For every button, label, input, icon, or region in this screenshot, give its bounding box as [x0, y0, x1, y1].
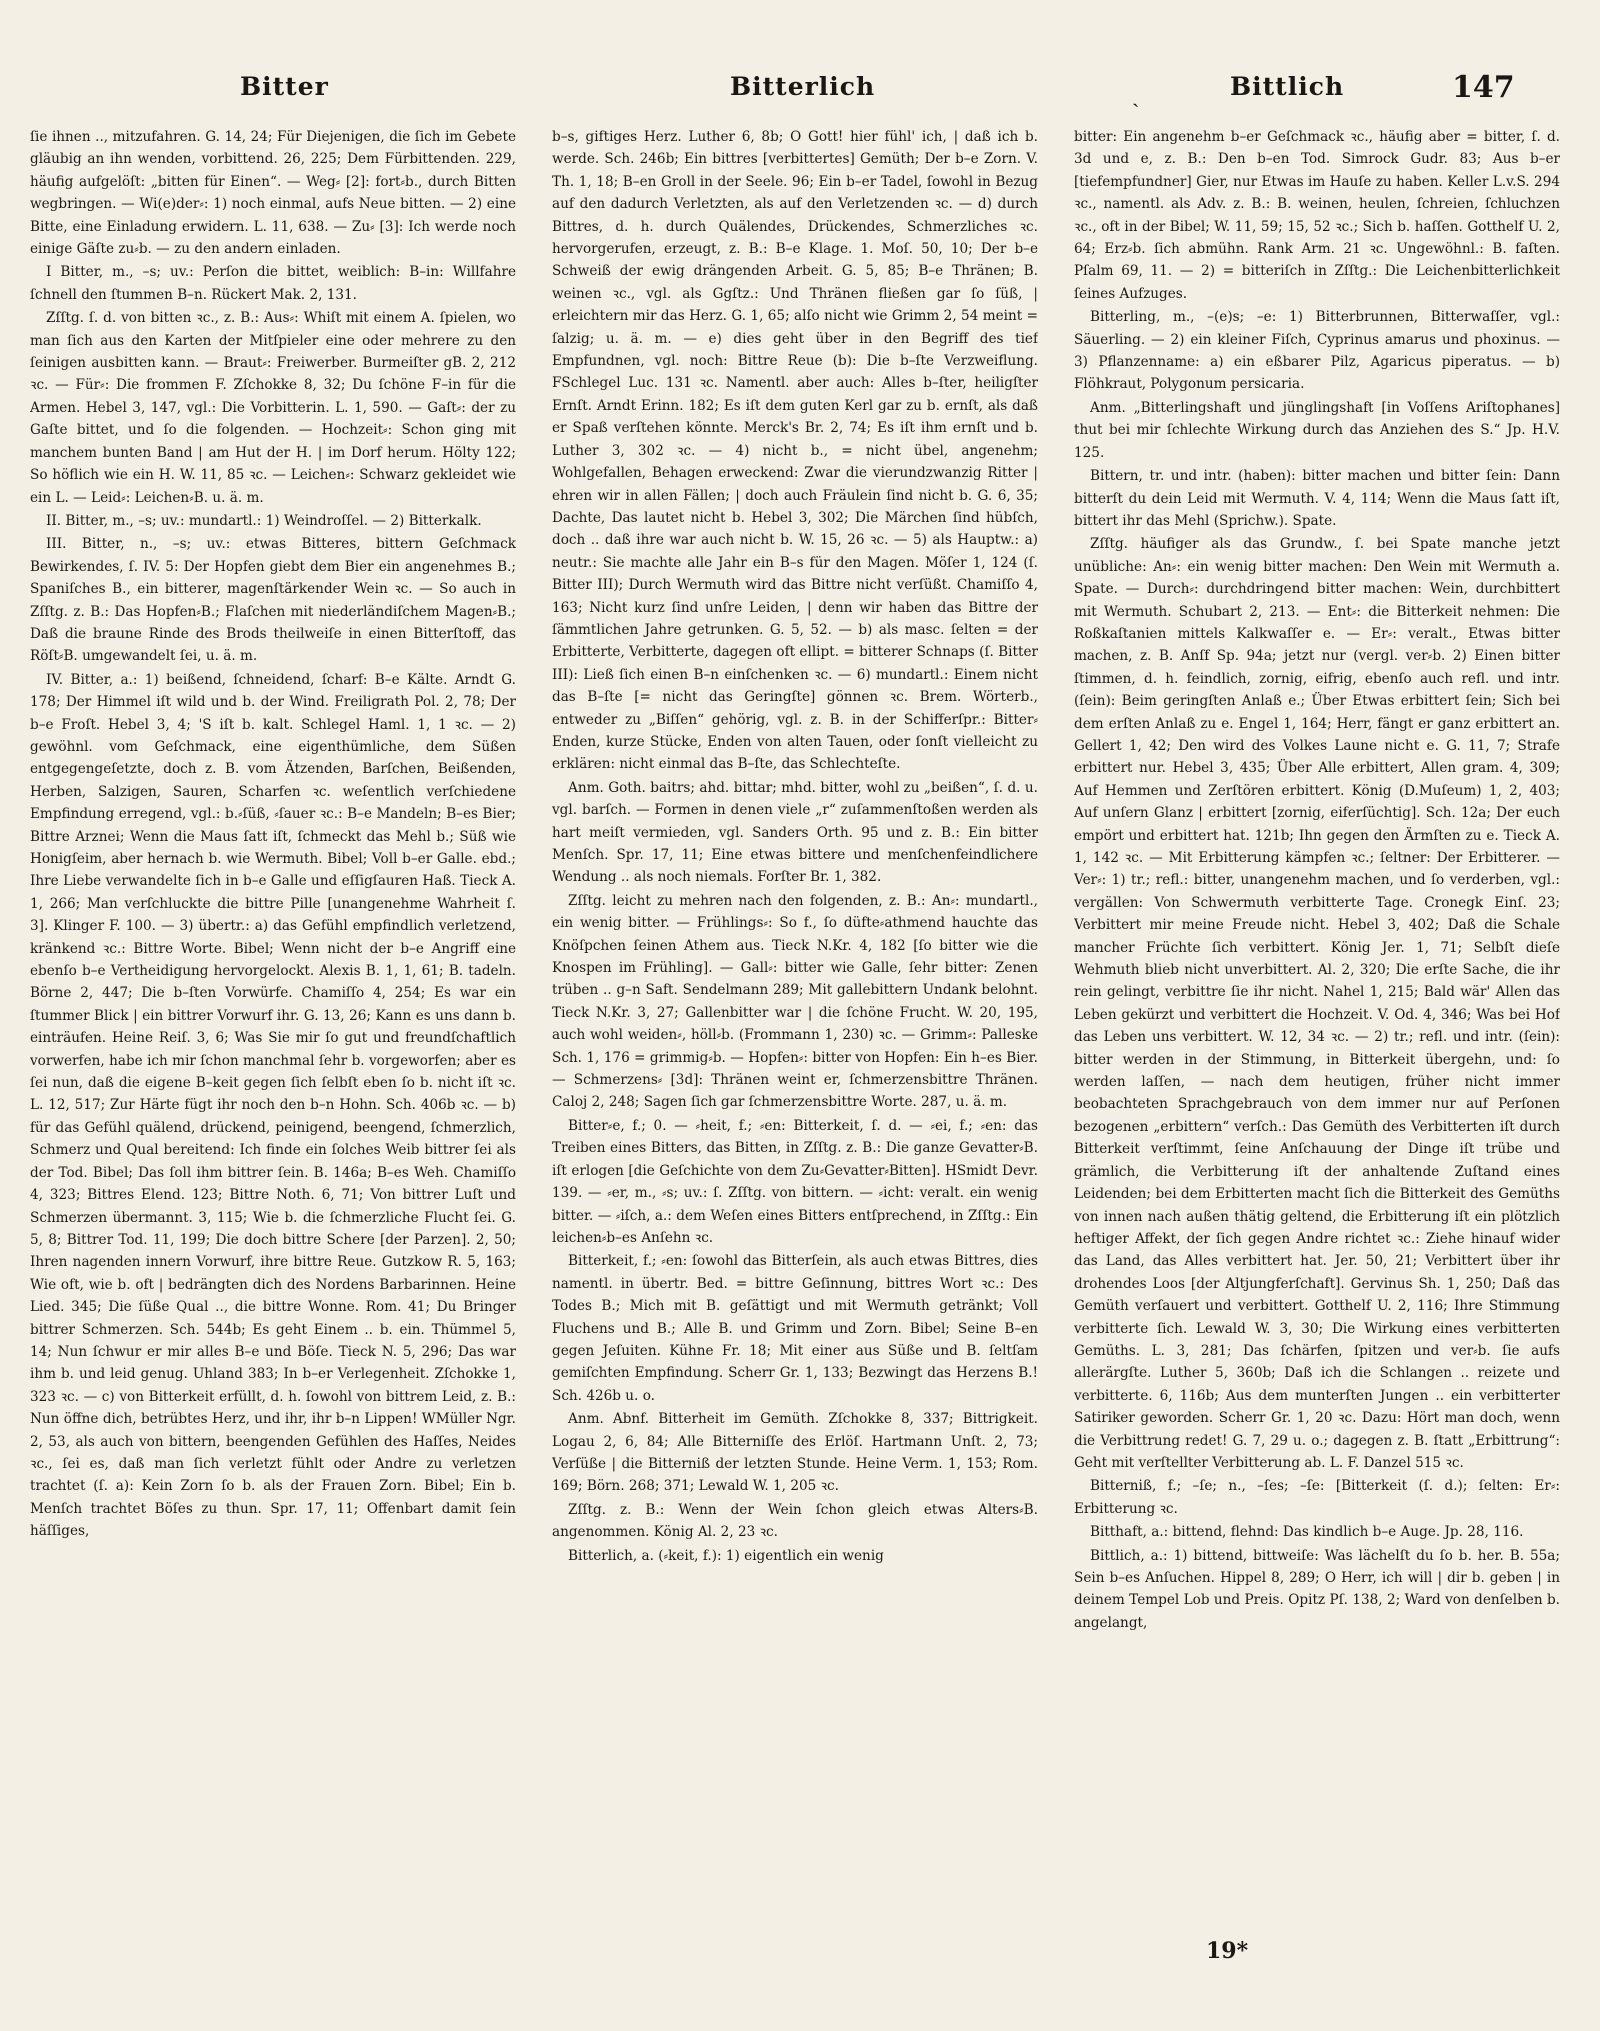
- center-running-head: Bitterlich: [730, 72, 876, 101]
- entry-paragraph: II. Bitter, m., –s; uv.: mundartl.: 1) Weindroſſel. — 2) Bitterkalk.: [46, 512, 482, 529]
- entry-paragraph: I Bitter, m., –s; uv.: Perſon die bittet, weiblich: B–in: Willfahre ſchnell den ſtummen B–n. Rückert Mak. 2, 131.: [30, 264, 516, 303]
- entry-paragraph: Bitter⸗e, f.; 0. — ⸗heit, f.; ⸗en: Bitterkeit, ſ. d. — ⸗ei, f.; ⸗en: das Treiben eines Bitters, das Bitten, in Zſſtg. z. B.: Die ganze Gevatter⸗B. iſt erlogen [die Geſchichte von dem Zu⸗Gevatter⸗Bitten]. HSmidt Devr. 139. — ⸗er, m., ⸗s; uv.: ſ. Zſſtg. von bittern. — ⸗icht: veralt. ein wenig bitter. — ⸗iſch, a.: dem Weſen eines Bitters entſprechend, in Zſſtg.: Ein leichen⸗b–es Anſehn ꝛc.: [552, 1117, 1038, 1246]
- entry-paragraph: Anm. Abnf. Bitterheit im Gemüth. Zſchokke 8, 337; Bittrigkeit. Logau 2, 6, 84; Alle Bitterniſſe des Erlöſ. Hartmann Unſt. 2, 73; Verſüße | die Bitterniß der letzten Stunde. Heine Verm. 1, 153; Rom. 169; Börn. 268; 371; Lewald W. 1, 205 ꝛc.: [552, 1411, 1038, 1495]
- column-3: [1074, 126, 1560, 1966]
- entry-paragraph: Zſſtg. z. B.: Wenn der Wein ſchon gleich etwas Alters⸗B. angenommen. König Al. 2, 23 ꝛc.: [552, 1501, 1038, 1541]
- entry-paragraph: III. Bitter, n., –s; uv.: etwas Bitteres, bittern Geſchmack Bewirkendes, ſ. IV. 5: Der Hopfen giebt dem Bier ein angenehmes B.; Spaniſches B., ein bitterer, magenſtärkender Wein ꝛc. — So auch in Zſſtg. z. B.: Das Hopfen⸗B.; Flaſchen mit niederländiſchem Magen⸗B.; Daß die braune Rinde des Brods theilweiſe in einen Bitterſtoff, das Röſt⸗B. umgewandelt ſei, u. ä. m.: [30, 536, 516, 665]
- entry-paragraph: b–s, giftiges Herz. Luther 6, 8b; O Gott! hier fühl' ich, | daß ich b. werde. Sch. 246b; Ein bittres [verbittertes] Gemüth; Der b–e Zorn. V. Th. 1, 18; B–en Groll in der Seele. 96; Ein b–er Tadel, ſowohl in Bezug auf den dadurch Verletzten, als auf den Verletzenden ꝛc. — d) durch Bittres, d. h. durch Quälendes, Drückendes, Schmerzliches ꝛc. hervorgerufen, erzeugt, z. B.: B–e Klage. 1. Moſ. 50, 10; Der b–e Schweiß der ewig drängenden Arbeit. G. 5, 85; B–e Thränen; B. weinen ꝛc., vgl. als Ggſtz.: Und Thränen fließen gar ſo ſüß, | erleichtern mir das Herz. G. 1, 65; alſo nicht wie Grimm 2, 54 meint = ſalzig; u. ä. m. — e) dies geht über in den Begriff des tief Empfundnen, vgl. noch: Bittre Reue (b): Die b–ſte Verzweiflung. FSchlegel Luc. 131 ꝛc. Namentl. aber auch: Alles b–ſter, heiligſter Ernſt. Arndt Erinn. 182; Es iſt dem guten Kerl gar zu b. ernſt, als daß er Spaß verſtehen könnte. Merck's Br. 2, 74; Es iſt ihm ernſt und b. Luther 3, 302 ꝛc. — 4) nicht b., = nicht übel, angenehm; Wohlgefallen, Behagen erweckend: Zwar die vierundzwanzig Ritter | ehren wir in allen Fällen; | doch auch Fräulein ſind nicht b. G. 6, 35; Dachte, Das lautet nicht b. Hebel 3, 302; Die Märchen ſind hübſch, doch .. daß ihre war auch nicht b. W. 15, 26 ꝛc. — 5) als Hauptw.: a) neutr.: Sie machte alle Jahr ein B–s für den Magen. Möſer 1, 124 (ſ. Bitter III); Durch Wermuth wird das Bittre nicht verſüßt. Chamiſſo 4, 163; Nicht kurz ſind unſre Leiden, | denn wir haben das Bittre der ſämmtlichen Jahre getrunken. G. 5, 52. — b) als masc. ſelten = der Erbitterte, Verbitterte, dagegen oft ellipt. = bitterer Schnaps (ſ. Bitter III): Ließ ſich einen B–n einſchenken ꝛc. — 6) mundartl.: Einem nicht das B–ſte [= nicht das Geringſte] gönnen ꝛc. Brem. Wörterb., entweder zu „Biſſen“ gehörig, vgl. z. B. in der Schifferſpr.: Bitter⸗Enden, kurze Stücke, Enden von alten Tauen, oder ſonſt vielleicht zu erklären: nicht einmal das B–ſte, das Schlechteſte.: [552, 129, 1038, 773]
- right-running-head: Bittlich: [1230, 72, 1345, 101]
- column-2: [552, 126, 1038, 1966]
- entry-paragraph: Anm. „Bitterlingshaft und jünglingshaft [in Voſſens Ariſtophanes] thut bei mir ſchlechte Wirkung durch das Anziehen des S.“ Jp. H.V. 125.: [1074, 399, 1560, 461]
- entry-paragraph: IV. Bitter, a.: 1) beißend, ſchneidend, ſcharf: B–e Kälte. Arndt G. 178; Der Himmel iſt wild und b. der Wind. Freiligrath Pol. 2, 78; Der b–e Froſt. Hebel 3, 4; 'S iſt b. kalt. Schlegel Haml. 1, 1 ꝛc. — 2) gewöhnl. vom Geſchmack, eine eigenthümliche, dem Süßen entgegengeſetzte, doch z. B. vom Ätzenden, Barſchen, Beißenden, Herben, Salzigen, Sauren, Scharfen ꝛc. weſentlich verſchiedene Empfindung erregend, vgl.: b.⸗ſüß, ⸗ſauer ꝛc.: B–e Mandeln; B–es Bier; Bittre Arznei; Wenn die Maus ſatt iſt, ſchmeckt das Mehl b.; Süß wie Honigſeim, aber hernach b. wie Wermuth. Bibel; Voll b–er Galle. ebd.; Ihre Liebe verwandelte ſich in b–e Galle und eſſigſauren Haß. Tieck A. 1, 266; Man verſchluckte die bittre Pille [unangenehme Wahrheit ſ. 3]. Klinger F. 100. — 3) übertr.: a) das Gefühl empfindlich verletzend, kränkend ꝛc.: Bittre Worte. Bibel; Wenn nicht der b–e Angriff eine ebenſo b–e Vertheidigung hervorgelockt. Alexis B. 1, 1, 61; B. tadeln. Börne 2, 447; Die b–ſten Vorwürfe. Chamiſſo 4, 254; Es war ein ſtummer Blick | ein bittrer Vorwurf ihr. G. 13, 26; Kann es uns dann b. einträufen. Heine Reiſ. 3, 6; Was Sie mir ſo gut und freundſchaftlich vorwerfen, habe ich mir ſchon manchmal ſehr b. vorgeworfen; aber es ſei nun, daß die eigene B–keit gegen ſich ſelbſt eben ſo b. nicht iſt ꝛc. L. 12, 517; Zur Härte fügt ihr noch den b–n Hohn. Sch. 406b ꝛc. — b) für das Gefühl quälend, drückend, peinigend, beengend, ſchmerzlich, Schmerz und Qual bereitend: Ich finde ein ſolches Weib bittrer ſei als der Tod. Bibel; Das ſoll ihm bittrer ſein. B. 146a; B–es Weh. Chamiſſo 4, 323; Bittres Elend. 123; Bittre Noth. 6, 71; Von bittrer Luſt und Schmerzen übermannt. 3, 115; Wie b. die ſchmerzliche Flucht ſei. G. 5, 8; Bittrer Tod. 11, 199; Die doch bittre Schere [der Parzen]. 2, 50; Ihren nagenden innern Vorwurf, ihre bittre Reue. Gutzkow R. 5, 163; Wie oft, wie b. oft | bedrängten dich des Nordens Barbarinnen. Heine Lied. 345; Die ſüße Qual .., die bittre Wonne. Rom. 41; Du Bringer bittrer Schmerzen. Sch. 544b; Es geht Einem .. b. ein. Thümmel 5, 14; Nun ſchwur er mir alles B–e und Böſe. Tieck N. 5, 296; Das war ihm b. und leid genug. Uhland 383; In b–er Verlegenheit. Zſchokke 1, 323 ꝛc. — c) von Bitterkeit erfüllt, d. h. ſowohl von bittrem Leid, z. B.: Nun öffne dich, betrübtes Herz, und ihr, ihr b–n Lippen! WMüller Ngr. 2, 53, als auch von bittern, beengenden Gefühlen des Haſſes, Neides ꝛc., ſei es, daß man ſich verletzt fühlt oder Andre zu verletzen trachtet (ſ. a): Kein Zorn ſo b. als der Frauen Zorn. Bibel; Ein b. Menſch trachtet Böſes zu thun. Spr. 17, 11; Offenbart damit ſein häſſiges,: [30, 671, 516, 1540]
- header-mark: ˏ: [1132, 83, 1140, 108]
- column-1: [30, 126, 516, 1966]
- entry-paragraph: ſie ihnen .., mitzufahren. G. 14, 24; Für Diejenigen, die ſich im Gebete gläubig an ihn wenden, vorbittend. 26, 225; Dem Fürbittenden. 229, häufig aufgelöſt: „bitten für Einen“. — Weg⸗ [2]: fort⸗b., durch Bitten wegbringen. — Wi(e)der⸗: 1) noch einmal, aufs Neue bitten. — 2) eine Bitte, eine Einladung erwidern. L. 11, 638. — Zu⸗ [3]: Ich werde noch einige Gäſte zu⸗b. — zu den andern einladen.: [30, 129, 516, 258]
- page-number: 147: [1452, 70, 1515, 105]
- entry-paragraph: Bitterkeit, f.; ⸗en: ſowohl das Bitterſein, als auch etwas Bittres, dies namentl. in übertr. Bed. = bittre Geſinnung, bittres Wort ꝛc.: Des Todes B.; Mich mit B. geſättigt und mit Wermuth getränkt; Voll Fluchens und B.; Alle B. und Grimm und Zorn. Bibel; Seine B–en gegen Jeſuiten. Kühne Fr. 18; Mit einer aus Süße und B. ſeltſam gemiſchten Empfindung. Scherr Gr. 1, 133; Bezwingt das Herzens B.! Sch. 426b u. o.: [552, 1253, 1038, 1404]
- dictionary-columns: [30, 126, 1560, 1966]
- left-running-head: Bitter: [240, 72, 329, 101]
- entry-paragraph: Bitterlich, a. (⸗keit, f.): 1) eigentlich ein wenig: [568, 1547, 884, 1564]
- signature-mark: 19*: [1206, 1938, 1249, 1964]
- entry-paragraph: Zſſtg. leicht zu mehren nach den folgenden, z. B.: An⸗: mundartl., ein wenig bitter. — Frühlings⸗: So f., ſo düfte⸗athmend hauchte das Knöſpchen ſeinen Athem aus. Tieck N.Kr. 4, 182 [ſo bitter wie die Knospen im Frühling]. — Gall⸗: bitter wie Galle, ſehr bitter: Zenen trüben .. g–n Saft. Sendelmann 289; Mit gallebittern Undank belohnt. Tieck N.Kr. 3, 27; Gallenbitter war | die ſchöne Frucht. W. 20, 195, auch wohl weiden⸗, höll⸗b. (Frommann 1, 230) ꝛc. — Grimm⸗: Palleske Sch. 1, 176 = grimmig⸗b. — Hopfen⸗: bitter von Hopfen: Ein h–es Bier. — Schmerzens⸗ [3d]: Thränen weint er, ſchmerzensbittre Thränen. Caloj 2, 248; Sagen ſich gar ſchmerzensbittre Worte. 287, u. ä. m.: [552, 892, 1038, 1111]
- entry-paragraph: Anm. Goth. baitrs; ahd. bittar; mhd. bitter, wohl zu „beißen“, ſ. d. u. vgl. barſch. — Formen in denen viele „r“ zuſammenſtoßen werden als hart meiſt vermieden, vgl. Sanders Orth. 95 und z. B.: Ein bitter Menſch. Spr. 17, 11; Eine etwas bittere und menſchenfeindlichere Wendung .. als noch niemals. Forſter Br. 1, 382.: [552, 779, 1038, 886]
- entry-paragraph: Bittern, tr. und intr. (haben): bitter machen und bitter ſein: Dann bitterſt du dein Leid mit Wermuth. V. 4, 114; Wenn die Maus ſatt iſt, bittert ihr das Mehl (Sprichw.). Spate.: [1074, 468, 1560, 529]
- entry-paragraph: Zſſtg. häufiger als das Grundw., ſ. bei Spate manche jetzt unübliche: An⸗: ein wenig bitter machen: Den Wein mit Wermuth a. Spate. — Durch⸗: durchdringend bitter machen: Wein, durchbittert mit Wermuth. Schubart 2, 213. — Ent⸗: die Bitterkeit nehmen: Die Roßkaſtanien mittels Kalkwaſſer e. — Er⸗: veralt., Etwas bitter machen, z. B. Anſf Sp. 94a; jetzt nur (vergl. ver⸗b. 2) Einen bitter ſtimmen, d. h. feindlich, zornig, eifrig, ebenſo auch refl. und intr. (ſein): Beim geringſten Anlaß e.; Über Etwas erbittert ſein; Sich bei dem erſten Anlaß zu e. Engel 1, 164; Herr, fängt er ganz erbittert an. Gellert 1, 42; Den wird des Volkes Laune nicht e. G. 11, 7; Strafe erbittert nur. Hebel 3, 435; Über Alle erbittert, Allen gram. 4, 309; Auf Hemmen und Zerſtören erbittert. König (D.Muſeum) 1, 2, 403; Auf unſern Glanz | erbittert [zornig, eiferſüchtig]. Sch. 12a; Der euch empört und erbittert hat. 121b; Ihn gegen den Ärmſten zu e. Tieck A. 1, 142 ꝛc. — Mit Erbitterung kämpfen ꝛc.; ſeltner: Der Erbitterer. — Ver⸗: 1) tr.; refl.: bitter, unangenehm machen, und ſo verderben, vgl.: vergällen: Von Schwermuth verbitterte Tage. Cronegk Einſ. 23; Verbittert mir meine Freude nicht. Hebel 3, 402; Daß die Schale mancher Früchte ſich verbittert. König Jer. 1, 71; Selbſt dieſe Wehmuth blieb nicht unverbittert. Al. 2, 320; Die erſte Sache, die ihr rein gelingt, verbittre ſie ihr nicht. Nahel 1, 215; Bald wär' Allen das Leben gekürzt und verbittert die Hochzeit. V. Od. 4, 346; Was bei Hof das Leben uns verbittert. W. 12, 34 ꝛc. — 2) tr.; refl. und intr. (ſein): bitter werden in der Stimmung, in Bitterkeit übergehn, und: ſo werden laſſen, — nach dem heutigen, früher nicht immer beobachteten Sprachgebrauch von dem immer nur auf Perſonen bezogenen „erbittern“ verſch.: Das Gemüth des Verbitterten iſt durch Bitterkeit verſtimmt, ſeine Anſchauung der Dinge iſt trübe und grämlich, die Verbitterung iſt der anhaltende Zuſtand eines Leidenden; bei dem Erbitterten macht ſich die Bitterkeit des Gemüths von innen nach außen thätig geltend, die Erbitterung iſt ein plötzlich heftiger Affekt, der ſich gegen Andre richtet ꝛc.: Ziehe hinauf wider das Land, das Alles verbittert hat. Jer. 50, 21; Verbittert über ihr drohendes Loos [der Altjungferſchaft]. Gervinus Sh. 1, 250; Daß das Gemüth verſauert und verbittert. Gotthelf U. 2, 116; Ihre Stimmung verbitterte ſich. Lewald W. 3, 30; Die Wirkung eines verbitterten Gemüths. L. 3, 281; Das ſchärfen, ſpitzen und ver⸗b. ſie aufs allerärgſte. Luther 5, 360b; Daß ich die Schlangen .. reizete und verbitterte. 6, 116b; Aus dem munterſten Jungen .. ein verbitterter Satiriker geworden. Scherr Gr. 1, 20 ꝛc. Dazu: Hört man doch, wenn die Verbittrung redet! G. 7, 29 u. o.; dagegen z. B. ſtatt „Erbittrung“: Geht mit verſtellter Verbitterung ab. L. F. Danzel 515 ꝛc.: [1074, 536, 1560, 1471]
- entry-paragraph: Bitterniß, f.; –ſe; n., –ſes; –ſe: [Bitterkeit (ſ. d.); ſelten: Er⸗: Erbitterung ꝛc.: [1074, 1478, 1560, 1517]
- entry-paragraph: Bitterling, m., –(e)s; –e: 1) Bitterbrunnen, Bitterwaſſer, vgl.: Säuerling. — 2) ein kleiner Fiſch, Cyprinus amarus und phoxinus. — 3) Pflanzenname: a) ein eßbarer Pilz, Agaricus piperatus. — b) Flöhkraut, Polygonum persicaria.: [1074, 309, 1560, 393]
- page-header: [0, 0, 1600, 110]
- entry-paragraph: bitter: Ein angenehm b–er Geſchmack ꝛc., häufig aber = bitter, ſ. d. 3d und e, z. B.: Den b–en Tod. Simrock Gudr. 83; Aus b–er [tiefempfundner] Gier, nur Etwas im Hauſe zu haben. Keller L.v.S. 294 ꝛc., namentl. als Adv. z. B.: B. weinen, heulen, ſchreien, ſchluchzen ꝛc., oft in der Bibel; W. 11, 59; 15, 52 ꝛc.; Sich b. haſſen. Gotthelf U. 2, 64; Erz⸗b. ſich abmühn. Rank Arm. 21 ꝛc. Ungewöhnl.: B. faſten. Pſalm 69, 11. — 2) = bitteriſch in Zſſtg.: Die Leichenbitterlichkeit ſeines Aufzuges.: [1074, 129, 1560, 302]
- entry-paragraph: Zſſtg. ſ. d. von bitten ꝛc., z. B.: Aus⸗: Whiſt mit einem A. ſpielen, wo man ſich aus den Karten der Mitſpieler eine oder mehrere zu den ſeinigen ausbitten kann. — Braut⸗: Freiwerber. Burmeiſter gB. 2, 212 ꝛc. — Für⸗: Die frommen F. Zſchokke 8, 32; Du ſchöne F–in für die Armen. Hebel 3, 147, vgl.: Die Vorbitterin. L. 1, 590. — Gaſt⸗: der zu Gaſte bittet, und ſo die folgenden. — Hochzeit⸗: Schon ging mit manchem bunten Band | am Hut der H. | im Dorf herum. Hölty 122; So höflich wie ein H. W. 11, 85 ꝛc. — Leichen⸗: Schwarz gekleidet wie ein L. — Leid⸗: Leichen⸗B. u. ä. m.: [30, 310, 516, 506]
- entry-paragraph: Bitthaft, a.: bittend, flehnd: Das kindlich b–e Auge. Jp. 28, 116.: [1090, 1524, 1524, 1541]
- entry-paragraph: Bittlich, a.: 1) bittend, bittweiſe: Was lächelſt du ſo b. her. B. 55a; Sein b–es Anſuchen. Hippel 8, 289; O Herr, ich will | dir b. geben | in deinem Tempel Lob und Preis. Opitz Pſ. 138, 2; Ward von denſelben b. angelangt,: [1074, 1547, 1560, 1631]
